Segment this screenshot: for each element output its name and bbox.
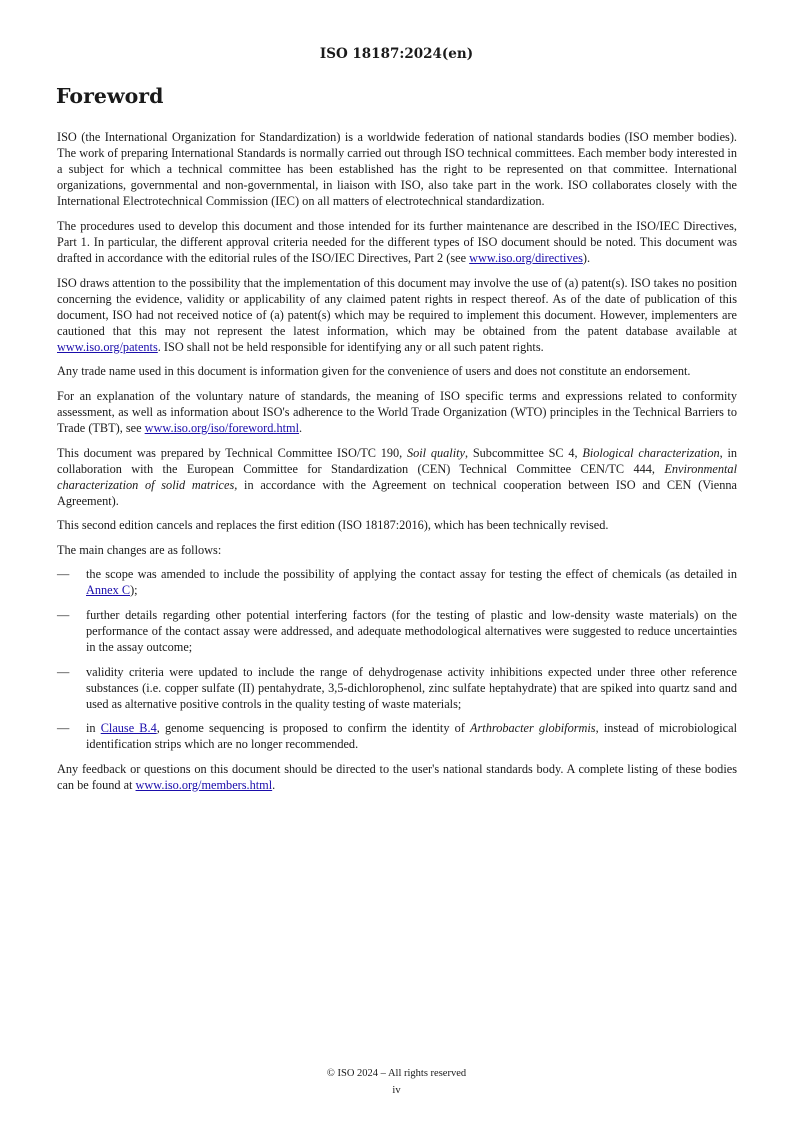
list-item: — validity criteria were updated to include the range of dehydrogenase activity inhibitions expected under three other reference substances (i.e. copper sulfate (II) pentahydrate, 3,5-dichlorophenol, zinc sulfate heptahydrate) that are spiked into quartz sand and used as alternative positive controls in the quality testing of waste materials; xyxy=(57,664,737,711)
paragraph-iso-intro: ISO (the International Organization for Standardization) is a worldwide federation of national standards bodies (ISO member bodies). The work of preparing International Standards is normally carried out through ISO technical committees. Each member body interested in a subject for which a technical committee has been established has the right to be represented on that committee. International organizations, governmental and non-governmental, in liaison with ISO, also take part in the work. ISO collaborates closely with the International Electrotechnical Commission (IEC) on all matters of electrotechnical standardization. xyxy=(57,130,737,209)
foreword-link[interactable]: www.iso.org/iso/foreword.html xyxy=(144,421,300,436)
dash-marker: — xyxy=(57,607,70,622)
document-header: ISO 18187:2024(en) xyxy=(319,46,474,62)
paragraph-feedback: Any feedback or questions on this document should be directed to the user's national standards body. A complete listing of these bodies can be found at www.iso.org/members.html. xyxy=(57,761,737,792)
directives-link[interactable]: www.iso.org/directives xyxy=(469,251,583,266)
paragraph-trade-name: Any trade name used in this document is information given for the convenience of users and does not constitute an endorsement. xyxy=(57,364,691,379)
paragraph-voluntary-nature: For an explanation of the voluntary nature of standards, the meaning of ISO specific terms and expressions related to conformity assessment, as well as information about ISO's adherence to the World Trade Organization (WTO) principles in the Technical Barriers to Trade (TBT), see www.iso.org/iso/foreword.html. xyxy=(57,388,737,436)
changes-list xyxy=(57,566,737,752)
members-link[interactable]: www.iso.org/members.html xyxy=(135,777,273,792)
page-title: Foreword xyxy=(56,84,164,108)
page-number: iv xyxy=(392,1084,401,1096)
list-item: — the scope was amended to include the possibility of applying the contact assay for testing the effect of chemicals (as detailed in Annex C); xyxy=(57,567,737,598)
dash-marker: — xyxy=(57,721,70,736)
paragraph-changes-intro: The main changes are as follows: xyxy=(57,542,222,557)
paragraph-committee: This document was prepared by Technical Committee ISO/TC 190, Soil quality, Subcommittee SC 4, Biological characterization, in collaboration with the European Committee for Standardization (CEN) Technical Committee CEN/TC 444, Environmental characterization of solid matrices, in accordance with the Agreement on technical cooperation between ISO and CEN (Vienna Agreement). xyxy=(57,445,738,508)
dash-marker: — xyxy=(57,567,70,582)
annex-c-link[interactable]: Annex C xyxy=(86,583,131,598)
paragraph-patents: ISO draws attention to the possibility that the implementation of this document may involve the use of (a) patent(s). ISO takes no position concerning the evidence, validity or applicability of any claimed patent rights in respect thereof. As of the date of publication of this document, ISO had not received notice of (a) patent(s) which may be required to implement this document. However, implementers are cautioned that this may not represent the latest information, which may be obtained from the patent database available at www.iso.org/patents. ISO shall not be held responsible for identifying any or all such patent rights. xyxy=(57,275,737,354)
page-footer xyxy=(0,1066,793,1099)
copyright-notice: © ISO 2024 – All rights reserved xyxy=(326,1068,467,1079)
foreword-body xyxy=(57,129,737,801)
paragraph-edition: This second edition cancels and replaces the first edition (ISO 18187:2016), which has been technically revised. xyxy=(57,518,609,533)
list-item: — further details regarding other potential interfering factors (for the testing of plastic and low-density waste materials) on the performance of the contact assay were addressed, and adequate methodological alternatives were suggested to reduce uncertainties in the assay outcome; xyxy=(57,607,737,655)
paragraph-procedures: The procedures used to develop this document and those intended for its further maintenance are described in the ISO/IEC Directives, Part 1. In particular, the different approval criteria needed for the different types of ISO document should be noted. This document was drafted in accordance with the editorial rules of the ISO/IEC Directives, Part 2 (see www.iso.org/directives). xyxy=(57,218,737,266)
clause-b4-link[interactable]: Clause B.4 xyxy=(100,721,157,736)
dash-marker: — xyxy=(57,664,70,679)
patents-link[interactable]: www.iso.org/patents xyxy=(57,339,158,354)
list-item: — in Clause B.4, genome sequencing is proposed to confirm the identity of Arthrobacter globiformis, instead of microbiological identification strips which are no longer recommended. xyxy=(57,721,738,752)
